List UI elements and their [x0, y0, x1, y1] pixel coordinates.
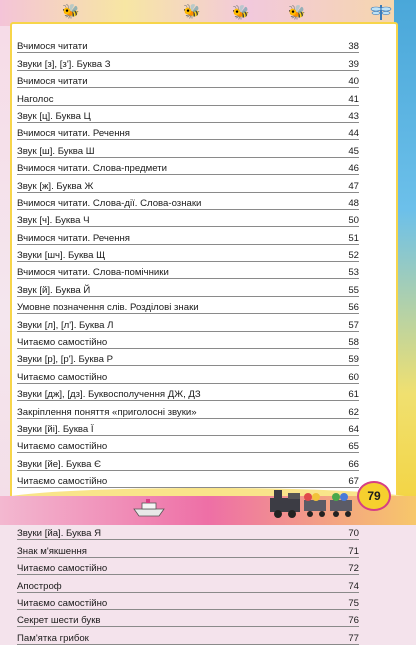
toc-entry — [17, 193, 359, 210]
toc-entry-title: Вчимося читати. Речення — [17, 232, 130, 244]
toc-entry-title: Звук [ж]. Буква Ж — [17, 180, 94, 192]
toc-entry-page: 75 — [348, 597, 359, 609]
toc-entry-title: Звуки [р], [р']. Буква Р — [17, 354, 113, 366]
toc-entry-page: 67 — [348, 476, 359, 488]
toc-entry-title: Звуки [дж], [дз]. Буквосполучення ДЖ, ДЗ — [17, 389, 201, 401]
bee-icon: 🐝 — [232, 4, 250, 20]
toc-entry-title: Наголос — [17, 93, 54, 105]
toc-entry-title: Вчимося читати. Слова-дії. Слова-ознаки — [17, 197, 202, 209]
toc-entry-page: 43 — [348, 110, 359, 122]
toc-entry — [17, 53, 359, 70]
toc-entry-title: Звуки [йе]. Буква Є — [17, 458, 102, 470]
toc-entry-page: 44 — [348, 128, 359, 140]
toc-entry-page: 61 — [348, 389, 359, 401]
toc-entry-page: 60 — [348, 371, 359, 383]
toc-entry-title: Вчимося читати. Речення — [17, 128, 130, 140]
toc-entry — [17, 71, 359, 88]
toc-entry-title: Звуки [йі]. Буква Ї — [17, 423, 94, 435]
toc-entry — [17, 558, 359, 575]
toc-entry — [17, 123, 359, 140]
toc-entry-page: 65 — [348, 441, 359, 453]
toc-entry-page: 55 — [348, 284, 359, 296]
toc-entry — [17, 158, 359, 175]
toc-entry-page: 64 — [348, 423, 359, 435]
toc-entry-page: 47 — [348, 180, 359, 192]
toc-entry-page: 41 — [348, 93, 359, 105]
toc-entry-page: 70 — [348, 528, 359, 540]
toc-entry — [17, 140, 359, 157]
toc-entry — [17, 453, 359, 470]
toc-entry-page: 57 — [348, 319, 359, 331]
toc-entry-page: 59 — [348, 354, 359, 366]
toc-entry-title: Вчимося читати. Слова-предмети — [17, 163, 167, 175]
toc-entry-title: Звук [ш]. Буква Ш — [17, 145, 95, 157]
bee-icon: 🐝 — [183, 3, 201, 19]
toc-entry — [17, 540, 359, 557]
toc-entry-title: Вчимося читати — [17, 41, 88, 53]
toc-entry-title: Секрет шести букв — [17, 615, 101, 627]
toc-entry-page: 58 — [348, 337, 359, 349]
toc-entry-page: 48 — [348, 197, 359, 209]
toc-entry-title: Читаємо самостійно — [17, 563, 108, 575]
toc-entry-title: Звуки [шч]. Буква Щ — [17, 250, 106, 262]
toc-entry — [17, 523, 359, 540]
toc-entry — [17, 610, 359, 627]
toc-entry-page: 50 — [348, 215, 359, 227]
toc-entry-page: 74 — [348, 580, 359, 592]
toc-entry-title: Читаємо самостійно — [17, 476, 108, 488]
toc-entry-page: 38 — [348, 41, 359, 53]
toc-entry-page: 46 — [348, 163, 359, 175]
toc-entry-title: Умовне позначення слів. Розділові знаки — [17, 302, 199, 314]
toc-entry — [17, 593, 359, 610]
boat-icon — [132, 497, 166, 517]
toc-entry-title: Звук [ч]. Буква Ч — [17, 215, 90, 227]
toc-entry — [17, 314, 359, 331]
toc-entry-title: Вчимося читати. Слова-помічники — [17, 267, 169, 279]
train-icon — [268, 488, 356, 518]
toc-entry-title: Вчимося читати — [17, 76, 88, 88]
page-number: 79 — [367, 489, 381, 503]
bee-icon: 🐝 — [62, 3, 80, 19]
toc-entry — [17, 88, 359, 105]
toc-entry-page: 51 — [348, 232, 359, 244]
toc-entry-page: 76 — [348, 615, 359, 627]
toc-entry — [17, 175, 359, 192]
toc-entry — [17, 575, 359, 592]
toc-entry-title: Читаємо самостійно — [17, 337, 108, 349]
toc-entry — [17, 627, 359, 644]
toc-entry — [17, 106, 359, 123]
toc-entry — [17, 436, 359, 453]
toc-entry — [17, 349, 359, 366]
toc-entry-page: 77 — [348, 632, 359, 644]
toc-entry — [17, 36, 359, 53]
toc-entry — [17, 297, 359, 314]
toc-entry-page: 66 — [348, 458, 359, 470]
toc-entry — [17, 227, 359, 244]
toc-entry-title: Звуки [л], [л']. Буква Л — [17, 319, 114, 331]
toc-entry — [17, 471, 359, 488]
toc-entry-page: 72 — [348, 563, 359, 575]
toc-entry — [17, 262, 359, 279]
toc-entry-title: Читаємо самостійно — [17, 371, 108, 383]
toc-entry-page: 62 — [348, 406, 359, 418]
toc-entry — [17, 332, 359, 349]
toc-entry-title: Звук [ц]. Буква Ц — [17, 110, 91, 122]
table-of-contents — [17, 36, 359, 645]
toc-entry-title: Звуки [з], [з']. Буква З — [17, 58, 111, 70]
toc-entry-title: Закріплення поняття «приголосні звуки» — [17, 406, 197, 418]
toc-entry-page: 53 — [348, 267, 359, 279]
toc-entry-page: 39 — [348, 58, 359, 70]
toc-entry-page: 45 — [348, 145, 359, 157]
toc-entry — [17, 366, 359, 383]
toc-entry — [17, 279, 359, 296]
toc-entry — [17, 245, 359, 262]
toc-entry-title: Знак м'якшення — [17, 545, 87, 557]
toc-entry-page: 40 — [348, 76, 359, 88]
toc-entry-title: Апостроф — [17, 580, 62, 592]
dragonfly-icon — [370, 3, 392, 23]
toc-entry — [17, 384, 359, 401]
toc-entry — [17, 401, 359, 418]
page-number-badge — [357, 481, 391, 511]
toc-entry — [17, 419, 359, 436]
toc-entry-page: 71 — [348, 545, 359, 557]
bee-icon: 🐝 — [288, 4, 306, 20]
toc-entry-page: 56 — [348, 302, 359, 314]
toc-entry-title: Читаємо самостійно — [17, 597, 108, 609]
toc-entry-title: Пам'ятка грибок — [17, 632, 89, 644]
toc-entry-title: Звуки [йа]. Буква Я — [17, 528, 102, 540]
toc-entry-page: 52 — [348, 250, 359, 262]
toc-entry-title: Звук [й]. Буква Й — [17, 284, 91, 296]
toc-entry-title: Читаємо самостійно — [17, 441, 108, 453]
toc-entry — [17, 210, 359, 227]
